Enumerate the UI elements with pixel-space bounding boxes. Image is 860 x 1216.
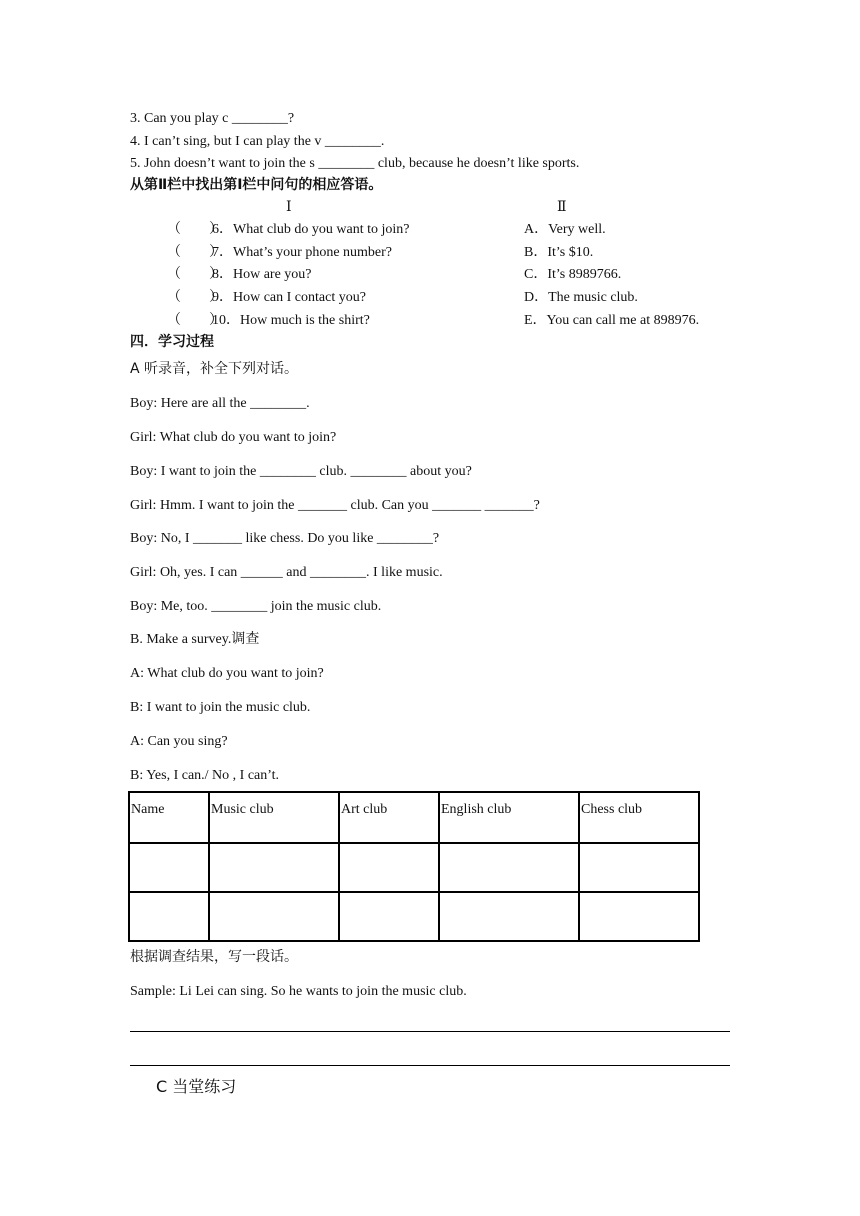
header-chess-club: Chess club [579, 792, 699, 843]
column-1-header: Ⅰ [286, 200, 292, 215]
matching-row [167, 266, 767, 284]
survey-line: A: What club do you want to join? [130, 666, 324, 681]
part-c-title: C 当堂练习 [156, 1077, 237, 1096]
writing-line[interactable] [130, 1065, 730, 1066]
sample-sentence: Sample: Li Lei can sing. So he wants to join the music club. [130, 984, 467, 999]
survey-line: B: Yes, I can./ No , I can’t. [130, 768, 280, 783]
answer-blank: （ ） [167, 222, 223, 237]
survey-line: B: I want to join the music club. [130, 700, 311, 715]
matching-instruction: 从第Ⅱ栏中找出第Ⅰ栏中问句的相应答语。 [130, 177, 383, 193]
answer-blank: （ ） [167, 290, 223, 305]
matching-option: A．Very well. [524, 222, 606, 237]
matching-row [167, 221, 767, 239]
part-b-title: B. Make a survey.调查 [130, 632, 260, 647]
matching-row [167, 244, 767, 262]
table-cell[interactable] [339, 892, 439, 941]
matching-question: 9．How can I contact you? [212, 290, 366, 305]
table-row [129, 843, 699, 892]
table-cell[interactable] [579, 892, 699, 941]
column-2-header: Ⅱ [557, 200, 567, 215]
survey-line: A: Can you sing? [130, 734, 228, 749]
matching-question: 8．How are you? [212, 267, 312, 282]
fill-item-3: 3. Can you play c ________? [130, 111, 295, 126]
table-header-row [129, 792, 699, 843]
dialogue-line: Girl: What club do you want to join? [130, 430, 337, 445]
answer-blank: （ ） [167, 313, 223, 328]
part-a-instruction: A 听录音，补全下列对话。 [130, 361, 299, 377]
dialogue-line: Girl: Oh, yes. I can ______ and ________. I like music. [130, 565, 443, 580]
matching-row [167, 312, 767, 330]
table-cell[interactable] [129, 892, 209, 941]
answer-blank: （ ） [167, 245, 223, 260]
table-cell[interactable] [579, 843, 699, 892]
table-row [129, 892, 699, 941]
table-cell[interactable] [339, 843, 439, 892]
survey-table [128, 791, 700, 942]
matching-row [167, 289, 767, 307]
matching-option: B．It’s $10. [524, 245, 594, 260]
table-cell[interactable] [209, 843, 339, 892]
fill-item-4: 4. I can’t sing, but I can play the v ________. [130, 134, 385, 149]
dialogue-line: Girl: Hmm. I want to join the _______ club. Can you _______ _______? [130, 498, 540, 513]
answer-blank: （ ） [167, 267, 223, 282]
header-name: Name [129, 792, 209, 843]
dialogue-line: Boy: I want to join the ________ club. ________ about you? [130, 464, 472, 479]
dialogue-line: Boy: Here are all the ________. [130, 396, 310, 411]
table-cell[interactable] [129, 843, 209, 892]
header-music-club: Music club [209, 792, 339, 843]
matching-option: E．You can call me at 898976. [524, 313, 700, 328]
table-cell[interactable] [209, 892, 339, 941]
matching-question: 6．What club do you want to join? [212, 222, 410, 237]
write-instruction: 根据调查结果，写一段话。 [130, 949, 298, 965]
dialogue-line: Boy: Me, too. ________ join the music club. [130, 599, 382, 614]
dialogue-line: Boy: No, I _______ like chess. Do you like ________? [130, 531, 440, 546]
table-cell[interactable] [439, 843, 579, 892]
section-title: 四．学习过程 [130, 334, 214, 350]
matching-question: 7．What’s your phone number? [212, 245, 393, 260]
table-cell[interactable] [439, 892, 579, 941]
matching-option: D．The music club. [524, 290, 638, 305]
writing-line[interactable] [130, 1031, 730, 1032]
matching-question: 10．How much is the shirt? [212, 313, 370, 328]
header-english-club: English club [439, 792, 579, 843]
header-art-club: Art club [339, 792, 439, 843]
matching-option: C．It’s 8989766. [524, 267, 622, 282]
fill-item-5: 5. John doesn’t want to join the s ________ club, because he doesn’t like sports. [130, 156, 580, 171]
